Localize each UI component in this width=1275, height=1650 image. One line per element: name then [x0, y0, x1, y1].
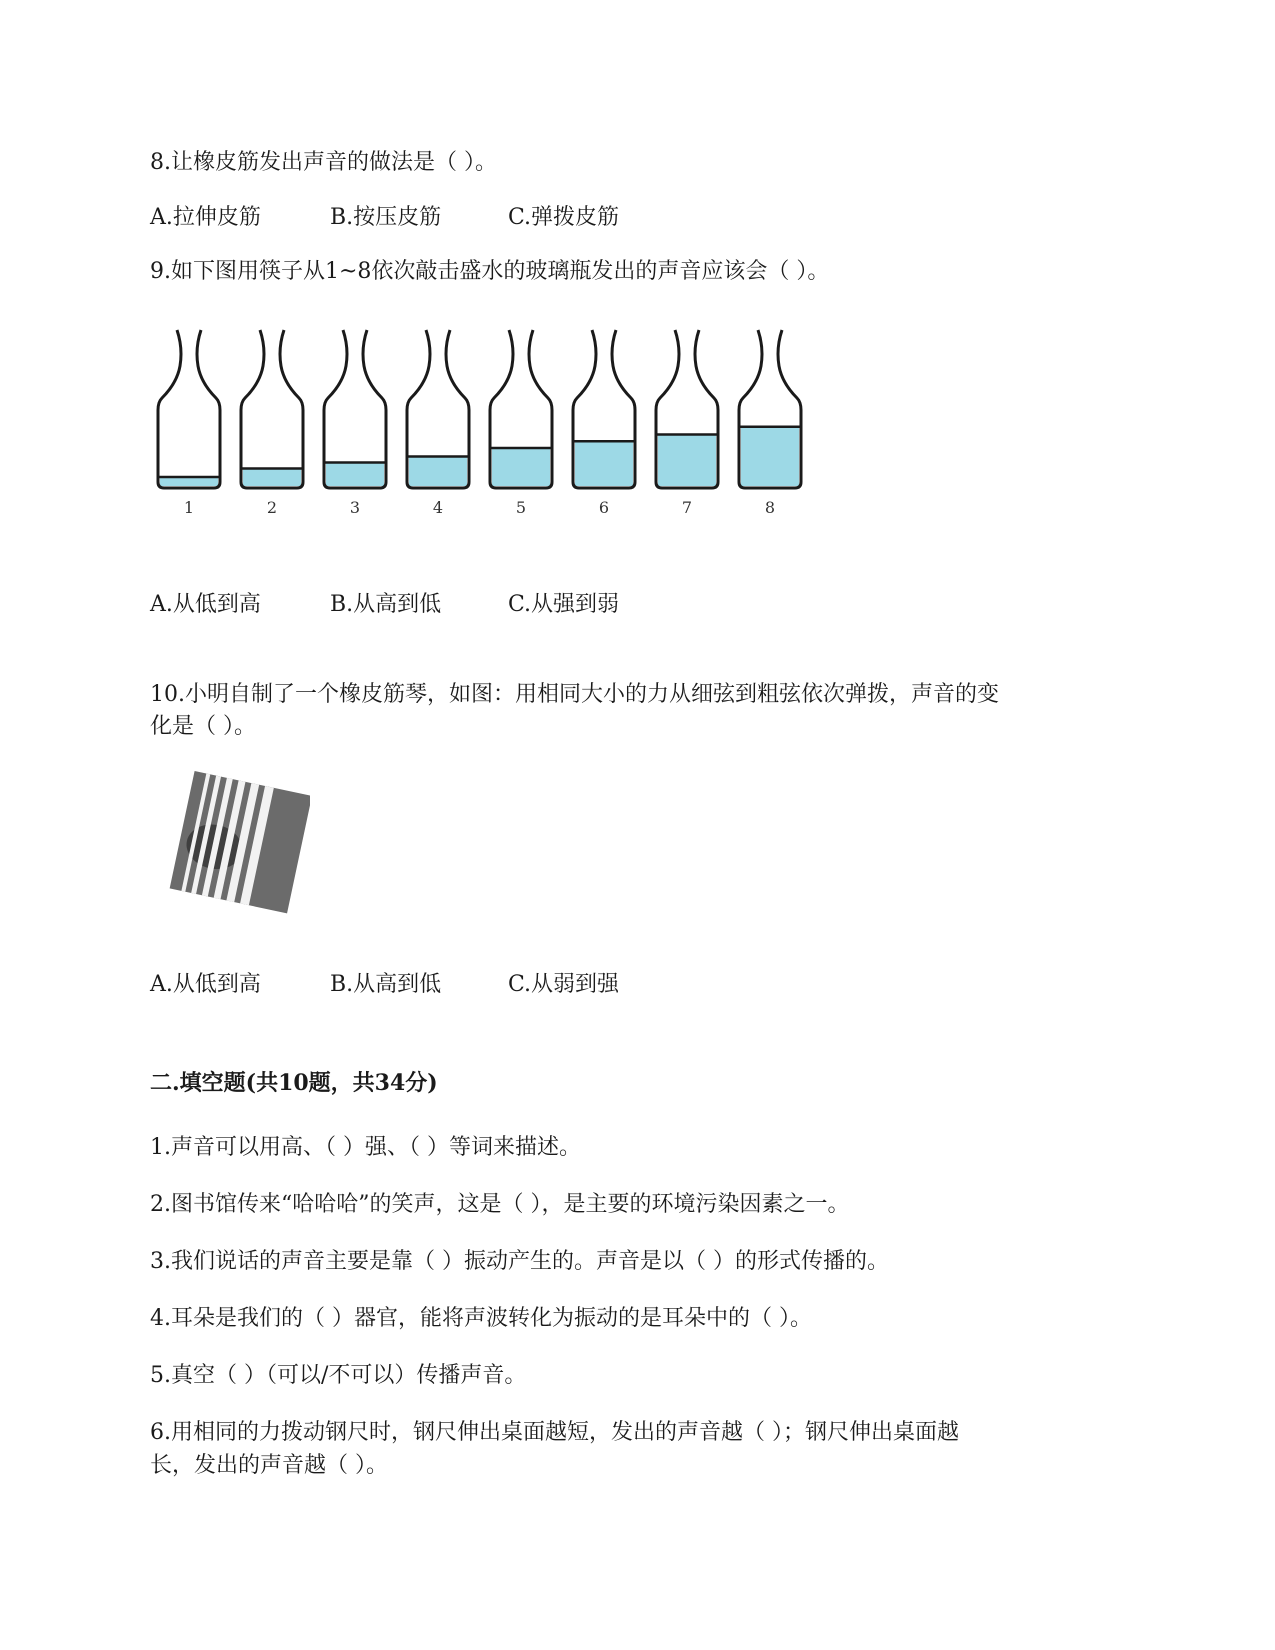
bottle-1 [158, 330, 220, 517]
q8-option-b: B.按压皮筋 [330, 205, 442, 230]
bottle-8 [739, 330, 801, 517]
water-fill [741, 427, 799, 486]
bottle-5 [490, 330, 552, 517]
q10-option-c: C.从弱到强 [508, 972, 620, 997]
question-9-stem: 9.如下图用筷子从1~8依次敲击盛水的玻璃瓶发出的声音应该会（ ）。 [150, 259, 830, 284]
water-fill [575, 441, 633, 486]
rubber-band-piano-image [150, 770, 310, 920]
bottle-number-label: 2 [266, 498, 278, 517]
fill-item-4: 4.耳朵是我们的（ ）器官，能将声波转化为振动的是耳朵中的（ ）。 [150, 1306, 812, 1331]
water-fill [409, 457, 467, 486]
fill-item-5: 5.真空（ ）（可以/不可以）传播声音。 [150, 1363, 527, 1388]
section-2-heading: 二.填空题(共10题，共34分) [150, 1070, 438, 1096]
q8-option-a: A.拉伸皮筋 [150, 205, 261, 230]
bottle-4 [407, 330, 469, 517]
bottle-outline [241, 330, 303, 488]
bottle-number-label: 3 [349, 498, 361, 517]
bottle-number-label: 4 [432, 498, 444, 517]
fill-item-6-line2: 长，发出的声音越（ ）。 [150, 1453, 388, 1478]
q10-option-b: B.从高到低 [330, 972, 442, 997]
bottle-6 [573, 330, 635, 517]
bottle-2 [241, 330, 303, 517]
water-fill [160, 477, 218, 486]
fill-item-3: 3.我们说话的声音主要是靠（ ）振动产生的。声音是以（ ）的形式传播的。 [150, 1249, 889, 1274]
bottle-7 [656, 330, 718, 517]
water-fill [492, 448, 550, 486]
question-10-stem-line1: 10.小明自制了一个橡皮筋琴，如图：用相同大小的力从细弦到粗弦依次弹拨，声音的变 [150, 682, 999, 707]
bottle-number-label: 1 [183, 498, 195, 517]
fill-item-2: 2.图书馆传来“哈哈哈”的笑声，这是（ ），是主要的环境污染因素之一。 [150, 1192, 850, 1217]
water-fill [658, 434, 716, 486]
water-fill [243, 468, 301, 486]
bottles-figure [150, 328, 830, 538]
q10-option-a: A.从低到高 [150, 972, 261, 997]
q9-option-c: C.从强到弱 [508, 592, 620, 617]
bottle-number-label: 5 [515, 498, 527, 517]
bottle-3 [324, 330, 386, 517]
q8-option-c: C.弹拨皮筋 [508, 205, 620, 230]
bottle-outline [158, 330, 220, 488]
question-8-stem: 8.让橡皮筋发出声音的做法是（ ）。 [150, 150, 497, 175]
q9-option-a: A.从低到高 [150, 592, 261, 617]
question-10-stem-line2: 化是（ ）。 [150, 714, 256, 739]
bottle-number-label: 6 [598, 498, 610, 517]
fill-item-1: 1.声音可以用高、（ ）强、（ ）等词来描述。 [150, 1135, 581, 1160]
q9-option-b: B.从高到低 [330, 592, 442, 617]
water-fill [326, 463, 384, 487]
bottle-number-label: 7 [681, 498, 693, 517]
bottle-number-label: 8 [764, 498, 776, 517]
fill-item-6-line1: 6.用相同的力拨动钢尺时，钢尺伸出桌面越短，发出的声音越（ ）；钢尺伸出桌面越 [150, 1420, 959, 1445]
